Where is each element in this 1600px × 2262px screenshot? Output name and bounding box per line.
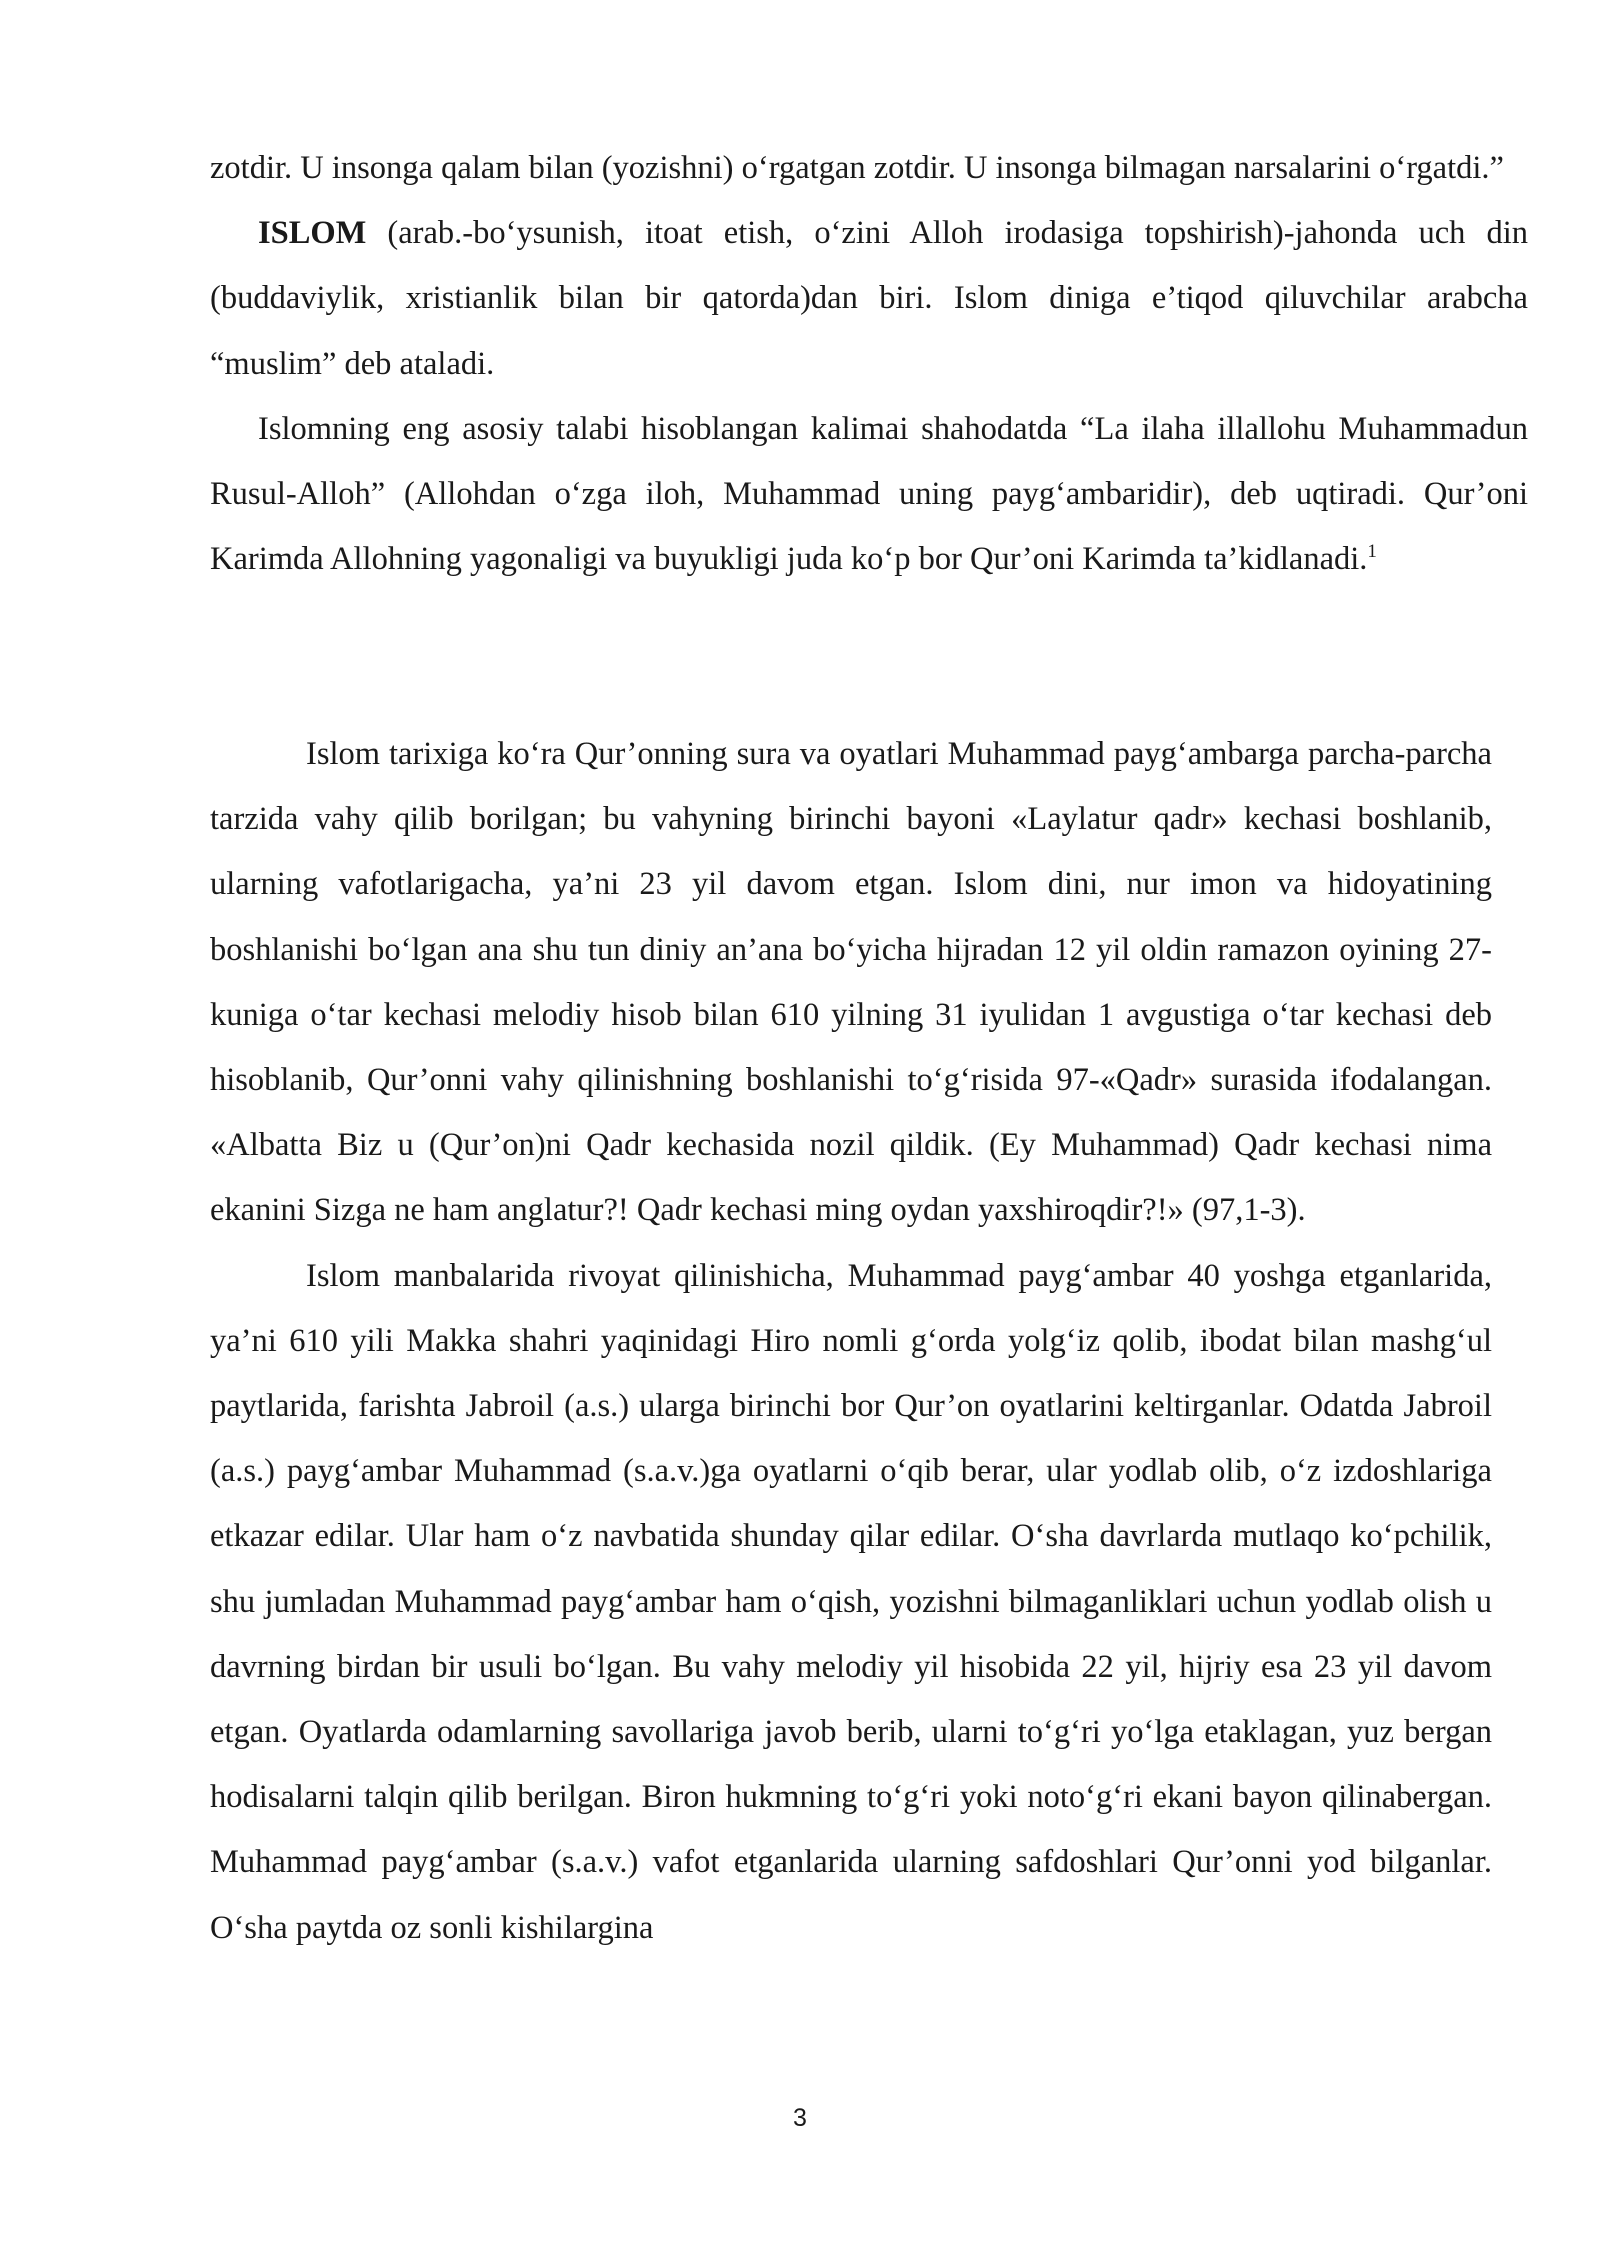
- paragraph-shahodat: [210, 397, 1528, 593]
- term-heading: ISLOM: [258, 215, 367, 252]
- page-number: 3: [793, 2104, 807, 2132]
- paragraph-text: zotdir. U insonga qalam bilan (yozishni) o‘rgatgan zotdir. U insonga bilmagan narsalarini o‘rgatdi.”: [210, 150, 1504, 186]
- body-text-bottom: [210, 722, 1492, 1961]
- body-text-top: [210, 136, 1528, 592]
- paragraph-quran-history: [210, 722, 1492, 1244]
- paragraph-islom-definition: [210, 201, 1528, 397]
- paragraph-revelation: [210, 1244, 1492, 1961]
- paragraph-text: (arab.-bo‘ysunish, itoat etish, o‘zini Alloh irodasiga topshirish)-jahonda uch din (buddaviylik, xristianlik bilan bir qatorda)dan biri. Islom diniga e’tiqod qiluvchilar arabcha “muslim” deb ataladi.: [210, 215, 1528, 382]
- paragraph-text: Islom manbalarida rivoyat qilinishicha, Muhammad payg‘ambar 40 yoshga etganlarida, ya’ni 610 yili Makka shahri yaqinidagi Hiro nomli g‘orda yolg‘iz qolib, ibodat bilan mashg‘ul paytlarida, farishta Jabroil (a.s.) ularga birinchi bor Qur’on oyatlarini keltirganlar. Odatda Jabroil (a.s.) payg‘ambar Muhammad (s.a.v.)ga oyatlarni o‘qib berar, ular yodlab olib, o‘z izdoshlariga etkazar edilar. Ular ham o‘z navbatida shunday qilar edilar. O‘sha davrlarda mutlaqo ko‘pchilik, shu jumladan Muhammad payg‘ambar ham o‘qish, yozishni bilmaganliklari uchun yodlab olish u davrning birdan bir usuli bo‘lgan. Bu vahy melodiy yil hisobida 22 yil, hijriy esa 23 yil davom etgan. Oyatlarda odamlarning savollariga javob berib, ularni to‘g‘ri yo‘lga etaklagan, yuz bergan hodisalarni talqin qilib berilgan. Biron hukmning to‘g‘ri yoki noto‘g‘ri ekani bayon qilinabergan. Muhammad payg‘ambar (s.a.v.) vafot etganlarida ularning safdoshlari Qur’onni yod bilganlar. O‘sha paytda oz sonli kishilargina: [210, 1257, 1492, 1946]
- paragraph-continuation: [210, 136, 1528, 201]
- paragraph-text: Islom tarixiga ko‘ra Qur’onning sura va oyatlari Muhammad payg‘ambarga parcha-parcha tarzida vahy qilib borilgan; bu vahyning birinchi bayoni «Laylatur qadr» kechasi boshlanib, ularning vafotlarigacha, ya’ni 23 yil davom etgan. Islom dini, nur imon va hidoyatining boshlanishi bo‘lgan ana shu tun diniy an’ana bo‘yicha hijradan 12 yil oldin ramazon oyining 27-kuniga o‘tar kechasi melodiy hisob bilan 610 yilning 31 iyulidan 1 avgustiga o‘tar kechasi deb hisoblanib, Qur’onni vahy qilinishning boshlanishi to‘g‘risida 97-«Qadr» surasida ifodalangan. «Albatta Biz u (Qur’on)ni Qadr kechasida nozil qildik. (Ey Muhammad) Qadr kechasi nima ekanini Sizga ne ham anglatur?! Qadr kechasi ming oydan yaxshiroqdir?!» (97,1-3).: [210, 736, 1492, 1229]
- paragraph-text: Islomning eng asosiy talabi hisoblangan kalimai shahodatda “La ilaha illallohu Muhammadun Rusul-Alloh” (Allohdan o‘zga iloh, Muhammad uning payg‘ambaridir), deb uqtiradi. Qur’oni Karimda Allohning yagonaligi va buyukligi juda ko‘p bor Qur’oni Karimda ta’kidlanadi.: [210, 410, 1528, 578]
- footnote-reference[interactable]: 1: [1367, 541, 1377, 563]
